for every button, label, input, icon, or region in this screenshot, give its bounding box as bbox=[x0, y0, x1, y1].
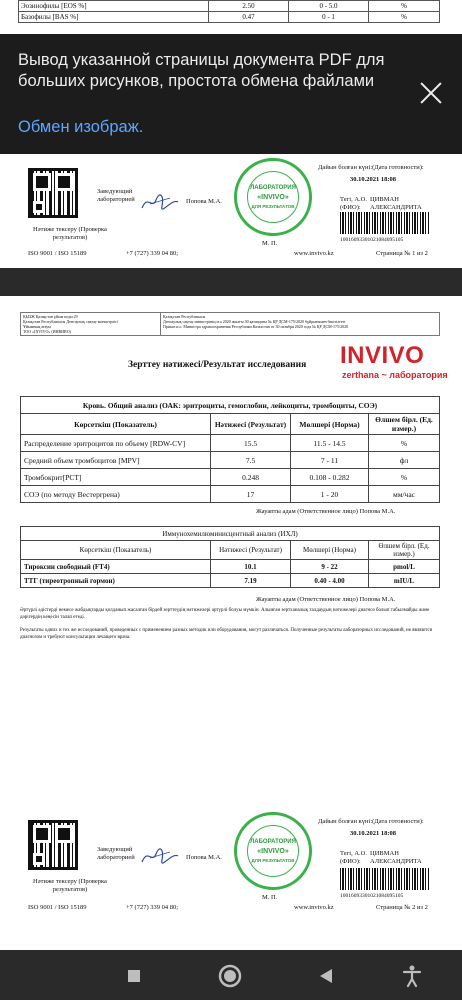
table-row: Средний объем тромбоцитов [MPV] 7.5 7 - 11 фл bbox=[21, 452, 440, 469]
check-results-label: Нәтиже тексеру (Проверка результатов) bbox=[33, 226, 107, 241]
col-header: Көрсеткіш (Показатель) bbox=[21, 541, 211, 560]
col-header: Өлшем бірл. (Ед. измер.) bbox=[369, 414, 440, 435]
barcode-number: 10016093301021084095105 bbox=[340, 893, 404, 899]
table-row: Распределение эритроцитов по объему [RDW-CV] 15.5 11.5 - 14.5 % bbox=[21, 435, 440, 452]
barcode-number: 10016093301021084095105 bbox=[340, 237, 404, 243]
table-row bbox=[19, 12, 440, 23]
iso-label: ISO 9001 / ISO 15189 bbox=[28, 250, 87, 257]
system-navigation-bar bbox=[0, 950, 462, 1000]
patient-fio-label: Тегі, А.О. (ФИО): bbox=[340, 850, 367, 865]
page-number: Страница № 1 из 2 bbox=[376, 250, 428, 257]
share-image-link[interactable]: Обмен изображ. bbox=[18, 118, 144, 136]
iso-label: ISO 9001 / ISO 15189 bbox=[28, 904, 87, 911]
head-of-lab-label: Заведующий лабораторией bbox=[97, 188, 135, 203]
cbc-results-table bbox=[20, 396, 440, 503]
disclaimer-ru: Результаты одних и тех же исследований, проведенных с применением разных методик или оборудования, могут различаться. Полученные результаты лабораторных исследований, не являются диагнозом и требуют консультации лечащего врача. bbox=[20, 628, 433, 640]
table-caption: Кровь. Общий анализ (ОАК: эритроциты, гемоглобин, лейкоциты, тромбоциты, СОЭ) bbox=[21, 397, 440, 414]
invivo-logo: INVIVO bbox=[340, 342, 425, 369]
table-row bbox=[19, 1, 440, 12]
barcode bbox=[340, 868, 430, 890]
col-header: Нәтижесі (Результат) bbox=[211, 541, 291, 560]
table-row: СОЭ (по методу Вестергрена) 17 1 - 20 мм/час bbox=[21, 486, 440, 503]
disclaimer-kz: Әртүрлі әдістерді немесе жабдықтарды қолданып жасалған бірдей зерттеудің нәтижелері әртүрлі болуы мүмкін. Алынған зертханалық талдаудың нәтижелері диагноз болып табылмайды және дәрігердің кеңесін талап етеді. bbox=[20, 608, 430, 620]
col-header: Мөлшері (Норма) bbox=[291, 414, 369, 435]
document-header-table bbox=[20, 312, 440, 336]
row-value: 0.47 bbox=[209, 12, 289, 23]
banner-title: Вывод указанной страницы документа PDF для больших рисунков, простота обмена файлами bbox=[18, 51, 385, 90]
page-title: Зерттеу нәтижесі/Результат исследования bbox=[128, 360, 307, 370]
table-row: ТТГ (тиреотропный гормон) 7.19 0.40 - 4.00 mIU/L bbox=[21, 574, 440, 588]
row-unit: % bbox=[369, 1, 440, 12]
row-name: Эозинофилы [EOS %] bbox=[19, 1, 209, 12]
check-results-label: Нәтиже тексеру (Проверка результатов) bbox=[33, 878, 107, 893]
col-header: Көрсеткіш (Показатель) bbox=[21, 414, 211, 435]
seal-label: М. П. bbox=[262, 894, 278, 901]
seal-label: М. П. bbox=[262, 240, 278, 247]
qr-code[interactable] bbox=[28, 168, 78, 218]
row-name: Базофилы [BAS %] bbox=[19, 12, 209, 23]
stop-square-icon[interactable] bbox=[120, 962, 148, 990]
col-header: Нәтижесі (Результат) bbox=[211, 414, 291, 435]
back-triangle-icon[interactable] bbox=[312, 962, 340, 990]
responsible-person: Жауапты адам (Ответственное лицо) Попова М.А. bbox=[256, 596, 396, 603]
phone: +7 (727) 339 04 80; bbox=[126, 904, 179, 911]
header-left: ҚЫЗЖ Қазақстан ұйым коды 29 Қазақстан Республикасы Денсаулық сақтау министрлігі Ұйымның атауы ТОО «INVIVO» (ИНВИВО) bbox=[21, 313, 161, 336]
barcode bbox=[340, 212, 430, 234]
lab-stamp: ЛАБОРАТОРИЯ «INVIVO» ДЛЯ РЕЗУЛЬТАТОВ bbox=[234, 812, 312, 890]
table-row: Тромбокрит[PCT] 0.248 0.108 - 0.282 % bbox=[21, 469, 440, 486]
patient-name: ЦИВМАН АЛЕКСАНДРИТА bbox=[370, 850, 422, 865]
col-header: Мөлшері (Норма) bbox=[291, 541, 369, 560]
header-right: Қазақстан Республикасы Денсаулық сақтау министрінің м.а 2020 жылғы 30 қазандағы № ҚР ДСМ-175/2020 бұйрығымен бекітілген Приказ и.о. Министра здравоохранения Республики Казахстан от 30 октября 2020 года № ҚР ДСМ-175/2020 bbox=[161, 313, 440, 336]
table-row: Тироксин свободный (FT4) 10.1 9 - 22 pmol/L bbox=[21, 560, 440, 574]
ready-date: 30.10.2021 18:08 bbox=[350, 830, 397, 837]
website: www.invivo.kz bbox=[294, 904, 334, 911]
row-value: 2.50 bbox=[209, 1, 289, 12]
row-norm: 0 - 5.0 bbox=[289, 1, 369, 12]
home-circle-icon[interactable] bbox=[216, 962, 244, 990]
accessibility-icon[interactable] bbox=[398, 962, 426, 990]
ready-date-label: Дайын болған күні:(Дата готовности): bbox=[318, 164, 424, 171]
head-of-lab-label: Заведующий лабораторией bbox=[97, 846, 135, 861]
pdf-page-2 bbox=[0, 296, 462, 950]
ready-date: 30.10.2021 18:08 bbox=[350, 176, 397, 183]
ihl-results-table bbox=[20, 526, 440, 588]
results-table-partial bbox=[18, 0, 440, 23]
qr-code[interactable] bbox=[28, 820, 78, 870]
col-header: Өлшем бірл. (Ед. измер.) bbox=[369, 541, 440, 560]
website: www.invivo.kz bbox=[294, 250, 334, 257]
responsible-person: Жауапты адам (Ответственное лицо) Попова М.А. bbox=[256, 508, 396, 515]
row-norm: 0 - 1 bbox=[289, 12, 369, 23]
row-unit: % bbox=[369, 12, 440, 23]
page-number: Страница № 2 из 2 bbox=[376, 904, 428, 911]
patient-name: ЦИВМАН АЛЕКСАНДРИТА bbox=[370, 196, 422, 211]
patient-fio-label: Тегі, А.О. (ФИО): bbox=[340, 196, 367, 211]
lab-stamp: ЛАБОРАТОРИЯ «INVIVO» ДЛЯ РЕЗУЛЬТАТОВ bbox=[234, 158, 312, 236]
signature-icon bbox=[140, 846, 180, 866]
head-of-lab-name: Попова М.А. bbox=[186, 198, 222, 205]
head-of-lab-name: Попова М.А. bbox=[186, 854, 222, 861]
logo-subtitle: zerthana ~ лаборатория bbox=[342, 370, 448, 380]
share-banner bbox=[0, 34, 462, 154]
signature-icon bbox=[140, 192, 180, 212]
close-icon[interactable] bbox=[418, 80, 444, 106]
ready-date-label: Дайын болған күні:(Дата готовности): bbox=[318, 818, 424, 825]
phone: +7 (727) 339 04 80; bbox=[126, 250, 179, 257]
table-caption: Иммунохемилюминисцентный анализ (ИХЛ) bbox=[21, 527, 440, 541]
